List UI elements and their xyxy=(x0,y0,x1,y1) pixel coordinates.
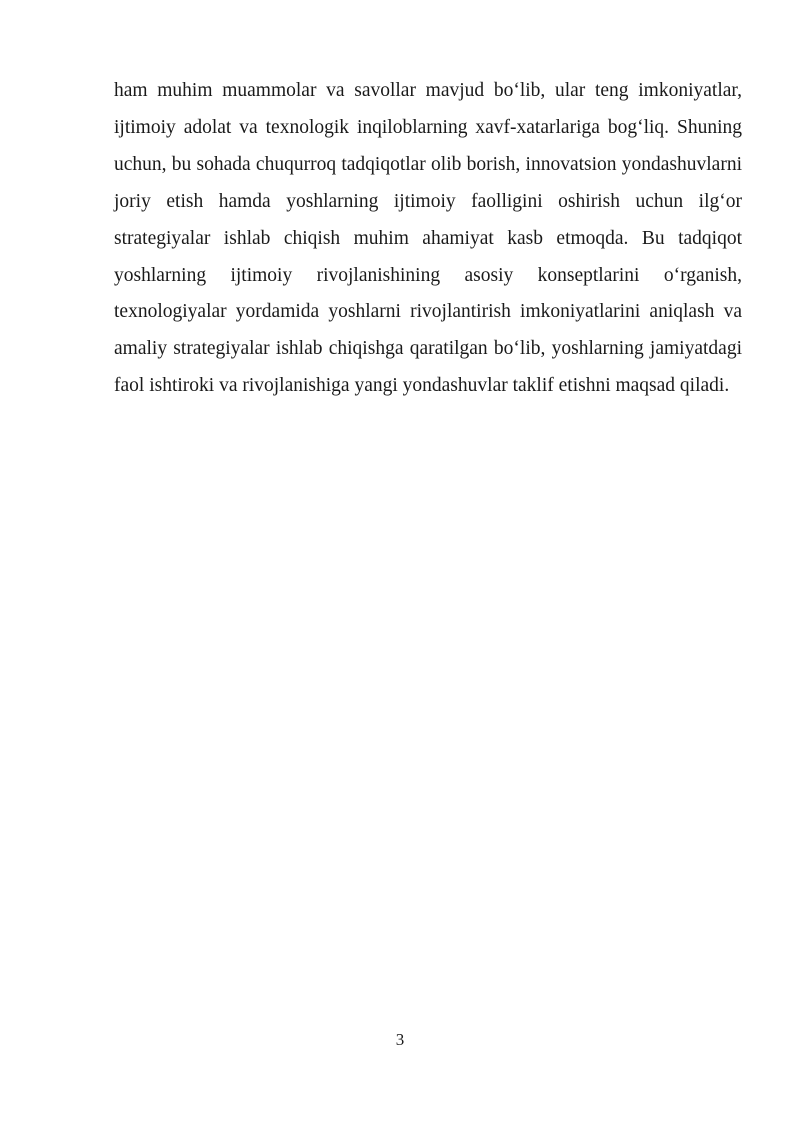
page-number: 3 xyxy=(395,1030,405,1049)
body-paragraph: ham muhim muammolar va savollar mavjud bo‘lib, ular teng imkoniyatlar, ijtimoiy adolat va texnologik inqiloblarning xavf-xatarlariga bog‘liq. Shuning uchun, bu sohada chuqurroq tadqiqotlar olib borish, innovatsion yondashuvlarni joriy etish hamda yoshlarning ijtimoiy faolligini oshirish uchun ilg‘or strategiyalar ishlab chiqish muhim ahamiyat kasb etmoqda. Bu tadqiqot yoshlarning ijtimoiy rivojlanishining asosiy konseptlarini o‘rganish, texnologiyalar yordamida yoshlarni rivojlantirish imkoniyatlarini aniqlash va amaliy strategiyalar ishlab chiqishga qaratilgan bo‘lib, yoshlarning jamiyatdagi faol ishtiroki va rivojlanishiga yangi yondashuvlar taklif etishni maqsad qiladi. xyxy=(114,80,742,397)
